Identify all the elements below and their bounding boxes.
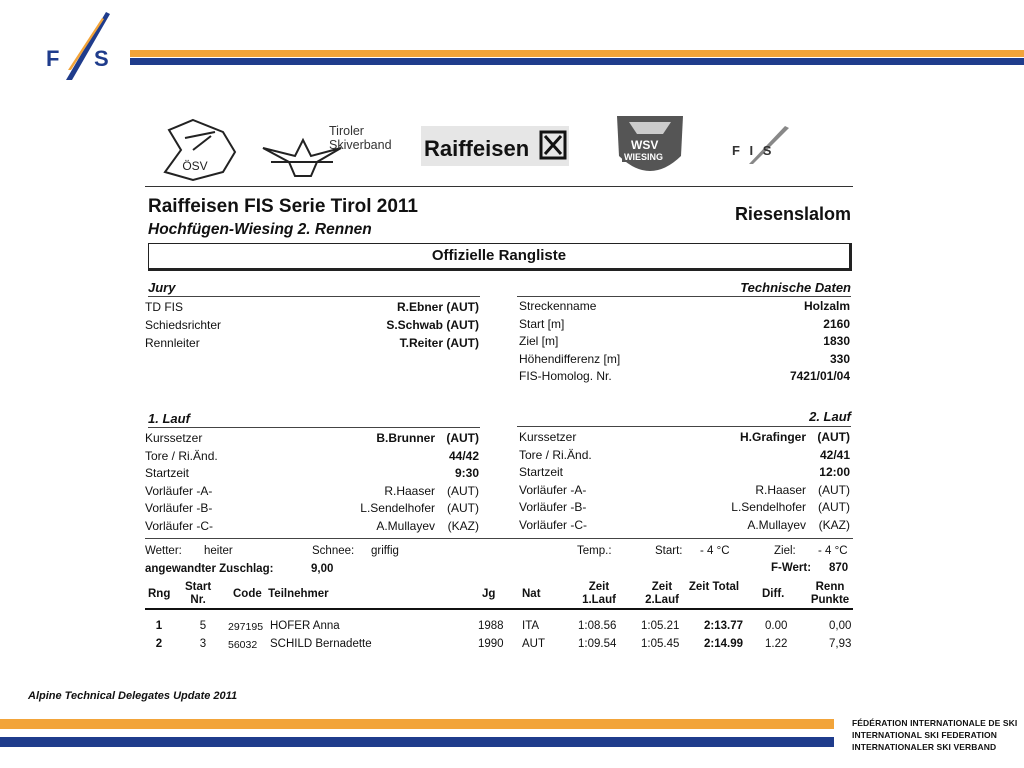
run1-person: L.Sendelhofer xyxy=(360,501,435,515)
run1-rule xyxy=(148,427,480,428)
tech-data-label: Ziel [m] xyxy=(519,334,559,348)
result-code: 56032 xyxy=(228,639,258,651)
jury-value: R.Ebner (AUT) xyxy=(397,300,479,314)
result-name: HOFER Anna xyxy=(270,620,340,632)
run2-person: A.Mullayev xyxy=(747,517,806,532)
header-stripe-orange xyxy=(130,50,1024,57)
discipline-title: Riesenslalom xyxy=(734,204,851,224)
result-rng: 2 xyxy=(155,638,163,650)
run1-person: B.Brunner xyxy=(376,431,435,445)
result-total: 2:13.77 xyxy=(704,620,744,632)
run1-label: Vorläufer -C- xyxy=(145,518,214,533)
svg-text:F: F xyxy=(46,46,60,71)
run1-nation: (AUT) xyxy=(447,483,479,498)
run2-label: Kurssetzer xyxy=(519,430,577,444)
svg-text:ÖSV: ÖSV xyxy=(182,159,208,173)
federation-line-de: INTERNATIONALER SKI VERBAND xyxy=(852,742,997,752)
tsv-name-line1: Tiroler xyxy=(329,124,364,138)
result-jg: 1990 xyxy=(478,638,504,650)
federation-line-fr: FÉDÉRATION INTERNATIONALE DE SKI xyxy=(852,718,1018,728)
result-jg: 1988 xyxy=(478,620,504,632)
run1-person: R.Haaser xyxy=(384,483,435,498)
fis-small-label: F I S xyxy=(732,143,775,158)
jury-row xyxy=(145,299,479,316)
tech-data-row xyxy=(519,368,850,385)
run1-label: Tore / Ri.Änd. xyxy=(145,448,218,463)
run2-rule xyxy=(517,426,851,427)
wiesing-label: WIESING xyxy=(624,152,664,162)
jury-row xyxy=(145,335,479,352)
col-nation: Nat xyxy=(522,588,541,600)
tsv-name-line2: Skiverband xyxy=(329,138,392,152)
tech-data-label: Start [m] xyxy=(519,316,565,331)
raiffeisen-name: Raiffeisen xyxy=(424,136,530,161)
snow-label: Schnee: xyxy=(312,545,355,557)
run1-row xyxy=(145,518,479,535)
result-start: 3 xyxy=(199,638,207,650)
run2-person: 12:00 xyxy=(819,465,850,479)
tech-data-row xyxy=(519,298,850,315)
result-punkte: 0,00 xyxy=(829,620,852,632)
run1-person: 9:30 xyxy=(454,466,479,480)
race-subtitle: Hochfügen-Wiesing 2. Rennen xyxy=(148,221,372,238)
run1-label: Vorläufer -A- xyxy=(145,483,213,498)
start-temp-value: - 4 °C xyxy=(700,545,730,557)
result-name: SCHILD Bernadette xyxy=(270,638,372,650)
oesv-emblem-icon xyxy=(165,120,235,180)
run2-person: H.Grafinger xyxy=(739,430,806,444)
run2-row xyxy=(519,429,850,446)
result-rng: 1 xyxy=(155,620,163,632)
result-code: 297195 xyxy=(228,621,264,633)
run2-row xyxy=(519,499,850,516)
tech-data-heading: Technische Daten xyxy=(740,280,851,295)
finish-temp-value: - 4 °C xyxy=(818,545,848,557)
col-time-run2: Zeit 2.Lauf xyxy=(645,581,679,606)
run2-person: 42/41 xyxy=(819,447,850,462)
doc-top-rule xyxy=(145,186,853,187)
run1-row xyxy=(145,483,479,500)
tech-data-row xyxy=(519,333,850,350)
run1-label: Vorläufer -B- xyxy=(145,501,213,515)
run1-person: 44/42 xyxy=(448,448,479,463)
run2-label: Tore / Ri.Änd. xyxy=(519,447,592,462)
run1-label: Startzeit xyxy=(145,466,190,480)
result-z2: 1:05.21 xyxy=(641,620,680,632)
run2-label: Vorläufer -C- xyxy=(519,517,588,532)
run2-label: Vorläufer -A- xyxy=(519,482,587,497)
run1-row xyxy=(145,465,479,482)
col-birth-year: Jg xyxy=(482,588,496,600)
tech-data-row xyxy=(519,351,850,368)
finish-temp-label: Ziel: xyxy=(774,545,796,557)
run1-heading: 1. Lauf xyxy=(148,411,190,426)
jury-value: T.Reiter (AUT) xyxy=(399,336,479,350)
run1-person: A.Mullayev xyxy=(376,518,435,533)
federation-names xyxy=(852,717,1017,753)
federation-line-en: INTERNATIONAL SKI FEDERATION xyxy=(852,730,997,740)
run2-row xyxy=(519,517,850,534)
jury-label: Rennleiter xyxy=(145,336,200,350)
col-rank: Rng xyxy=(148,588,171,600)
col-code-name: Code Teilnehmer xyxy=(233,588,329,600)
tech-data-label: Streckenname xyxy=(519,299,597,313)
result-punkte: 7,93 xyxy=(829,638,852,650)
result-z1: 1:08.56 xyxy=(578,620,617,632)
run2-person: L.Sendelhofer xyxy=(731,500,806,514)
result-total: 2:14.99 xyxy=(704,638,744,650)
temp-label: Temp.: xyxy=(577,545,612,557)
tech-data-value: Holzalm xyxy=(803,299,850,313)
tech-data-value: 330 xyxy=(829,351,850,366)
applied-surcharge-label: angewandter Zuschlag: xyxy=(145,563,274,575)
svg-text:S: S xyxy=(94,46,109,71)
jury-row xyxy=(145,317,479,334)
footer-caption: Alpine Technical Delegates Update 2011 xyxy=(28,690,238,702)
run2-row xyxy=(519,482,850,499)
run1-row xyxy=(145,500,479,517)
tech-data-rule xyxy=(517,296,851,297)
result-nat: ITA xyxy=(522,620,540,632)
footer-stripe-orange xyxy=(0,719,834,729)
result-z2: 1:05.45 xyxy=(641,638,680,650)
official-ranking-box: Offizielle Rangliste xyxy=(148,243,852,271)
jury-rule xyxy=(148,296,480,297)
result-z1: 1:09.54 xyxy=(578,638,617,650)
result-document xyxy=(145,110,853,670)
col-diff: Diff. xyxy=(762,588,785,600)
f-value: 870 xyxy=(829,562,849,574)
tech-data-value: 2160 xyxy=(823,316,850,331)
jury-label: Schiedsrichter xyxy=(145,318,222,332)
weather-value: heiter xyxy=(204,545,233,557)
run2-row xyxy=(519,464,850,481)
applied-surcharge-value: 9,00 xyxy=(311,563,334,575)
col-total-time: Zeit Total xyxy=(688,581,740,593)
run1-row xyxy=(145,448,479,465)
run2-nation: (KAZ) xyxy=(818,517,850,532)
run2-nation: (AUT) xyxy=(818,500,850,514)
run1-row xyxy=(145,430,479,447)
run2-nation: (AUT) xyxy=(817,430,850,444)
run2-nation: (AUT) xyxy=(818,482,850,497)
tech-data-label: Höhendifferenz [m] xyxy=(519,351,621,366)
f-value-label: F-Wert: xyxy=(771,562,812,574)
result-diff: 0.00 xyxy=(765,620,788,632)
weather-label: Wetter: xyxy=(145,545,182,557)
col-start-nr: Start Nr. xyxy=(185,581,212,606)
start-temp-label: Start: xyxy=(655,545,683,557)
race-series-title: Raiffeisen FIS Serie Tirol 2011 xyxy=(148,196,418,217)
tech-data-label: FIS-Homolog. Nr. xyxy=(519,369,612,383)
result-nat: AUT xyxy=(522,638,545,650)
wsv-label: WSV xyxy=(631,138,659,152)
jury-heading: Jury xyxy=(148,280,176,295)
run2-row xyxy=(519,447,850,464)
tech-data-value: 1830 xyxy=(823,334,850,348)
jury-label: TD FIS xyxy=(145,300,183,314)
result-start: 5 xyxy=(199,620,207,632)
col-time-run1: Zeit 1.Lauf xyxy=(582,581,616,606)
run1-nation: (AUT) xyxy=(446,431,479,445)
table-header-rule xyxy=(145,608,853,610)
header-stripe-navy xyxy=(130,58,1024,65)
footer-stripe-navy xyxy=(0,737,834,747)
run2-label: Startzeit xyxy=(519,465,564,479)
result-diff: 1.22 xyxy=(765,638,788,650)
run1-nation: (AUT) xyxy=(447,501,479,515)
run2-label: Vorläufer -B- xyxy=(519,500,587,514)
sponsor-logos xyxy=(145,110,853,185)
run2-heading: 2. Lauf xyxy=(809,409,851,424)
fis-logo xyxy=(44,10,124,82)
run2-person: R.Haaser xyxy=(755,482,806,497)
col-race-points: Renn Punkte xyxy=(810,581,850,606)
tech-data-row xyxy=(519,316,850,333)
run1-label: Kurssetzer xyxy=(145,431,203,445)
conditions-rule xyxy=(145,538,853,539)
tech-data-value: 7421/01/04 xyxy=(789,369,850,383)
snow-value: griffig xyxy=(371,545,399,557)
jury-value: S.Schwab (AUT) xyxy=(386,318,479,332)
run1-nation: (KAZ) xyxy=(447,518,479,533)
